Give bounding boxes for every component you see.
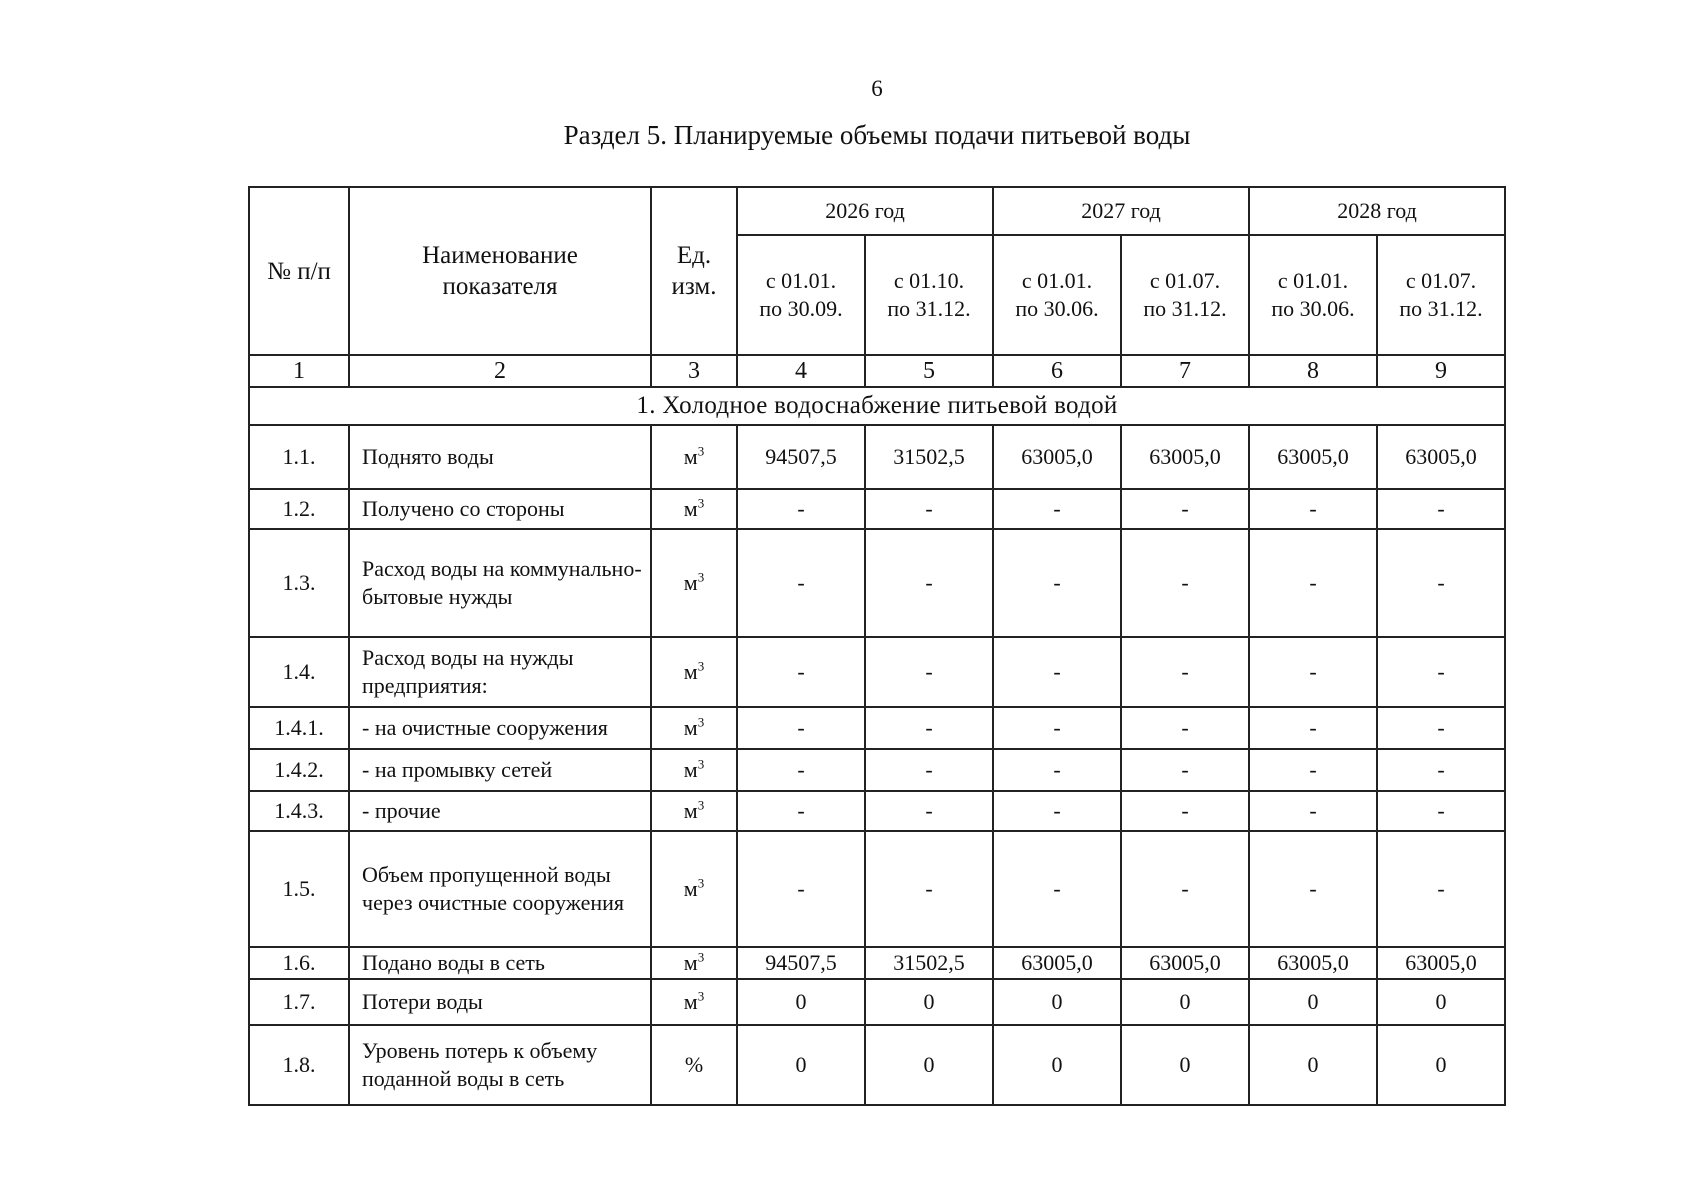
row-number: 1.2. <box>249 489 349 529</box>
value-cell: - <box>993 637 1121 707</box>
value-cell: - <box>1249 791 1377 831</box>
value-cell: - <box>737 791 865 831</box>
value-cell: - <box>1249 529 1377 637</box>
header-period-6: с 01.07. по 31.12. <box>1377 235 1505 355</box>
indicator-name: Расход воды на коммунально-бытовые нужды <box>349 529 651 637</box>
unit-exponent: 3 <box>697 988 705 1004</box>
row-number: 1.4.1. <box>249 707 349 749</box>
unit-label: м <box>683 757 698 782</box>
indicator-name: Уровень потерь к объему поданной воды в сеть <box>349 1025 651 1105</box>
unit-cell <box>651 489 737 529</box>
header-indicator-name: Наименование показателя <box>349 187 651 355</box>
unit-cell <box>651 1025 737 1105</box>
value-cell: - <box>865 489 993 529</box>
header-period-1: с 01.01. по 30.09. <box>737 235 865 355</box>
value-cell: - <box>1249 637 1377 707</box>
value-cell: - <box>737 831 865 947</box>
value-cell: 63005,0 <box>1121 425 1249 489</box>
value-cell: - <box>865 707 993 749</box>
column-number: 7 <box>1121 355 1249 387</box>
value-cell: 0 <box>1377 979 1505 1025</box>
header-number: № п/п <box>249 187 349 355</box>
value-cell: - <box>737 529 865 637</box>
column-number: 1 <box>249 355 349 387</box>
unit-cell <box>651 637 737 707</box>
value-cell: - <box>1249 749 1377 791</box>
unit-exponent: 3 <box>697 714 705 730</box>
value-cell: - <box>865 749 993 791</box>
indicator-name: - прочие <box>349 791 651 831</box>
column-number: 8 <box>1249 355 1377 387</box>
column-number: 6 <box>993 355 1121 387</box>
value-cell: 0 <box>1249 1025 1377 1105</box>
header-year-2028: 2028 год <box>1249 187 1505 235</box>
table-row <box>249 489 1505 529</box>
value-cell: - <box>865 831 993 947</box>
value-cell: 94507,5 <box>737 947 865 979</box>
unit-cell <box>651 749 737 791</box>
row-number: 1.7. <box>249 979 349 1025</box>
value-cell: - <box>993 707 1121 749</box>
value-cell: 94507,5 <box>737 425 865 489</box>
indicator-name: Получено со стороны <box>349 489 651 529</box>
value-cell: - <box>1377 529 1505 637</box>
table-row <box>249 707 1505 749</box>
value-cell: 63005,0 <box>1249 425 1377 489</box>
value-cell: - <box>1121 707 1249 749</box>
value-cell: 0 <box>1121 979 1249 1025</box>
table-header <box>249 187 1505 387</box>
value-cell: - <box>737 707 865 749</box>
value-cell: 63005,0 <box>1377 947 1505 979</box>
unit-cell <box>651 529 737 637</box>
value-cell: - <box>1249 707 1377 749</box>
unit-exponent: 3 <box>697 875 705 891</box>
row-number: 1.6. <box>249 947 349 979</box>
value-cell: - <box>1377 637 1505 707</box>
row-number: 1.1. <box>249 425 349 489</box>
value-cell: - <box>993 529 1121 637</box>
table-row <box>249 979 1505 1025</box>
indicator-name: Подано воды в сеть <box>349 947 651 979</box>
value-cell: - <box>1249 831 1377 947</box>
unit-label: м <box>683 570 698 595</box>
unit-exponent: 3 <box>697 756 705 772</box>
unit-label: % <box>684 1052 704 1077</box>
page-number: 6 <box>871 76 883 101</box>
unit-cell <box>651 791 737 831</box>
indicator-name: Расход воды на нужды предприятия: <box>349 637 651 707</box>
header-period-2: с 01.10. по 31.12. <box>865 235 993 355</box>
table-row <box>249 1025 1505 1105</box>
value-cell: - <box>993 749 1121 791</box>
unit-label: м <box>683 950 698 975</box>
table-row <box>249 425 1505 489</box>
table-row <box>249 637 1505 707</box>
unit-cell <box>651 831 737 947</box>
indicator-name: - на промывку сетей <box>349 749 651 791</box>
value-cell: 31502,5 <box>865 947 993 979</box>
row-number: 1.8. <box>249 1025 349 1105</box>
header-period-5: с 01.01. по 30.06. <box>1249 235 1377 355</box>
value-cell: 63005,0 <box>1121 947 1249 979</box>
value-cell: - <box>1121 489 1249 529</box>
unit-exponent: 3 <box>697 658 705 674</box>
indicator-name: Поднято воды <box>349 425 651 489</box>
row-number: 1.4.2. <box>249 749 349 791</box>
value-cell: - <box>1377 489 1505 529</box>
column-number: 5 <box>865 355 993 387</box>
value-cell: 0 <box>737 1025 865 1105</box>
indicator-name: - на очистные сооружения <box>349 707 651 749</box>
value-cell: 0 <box>737 979 865 1025</box>
unit-exponent: 3 <box>697 949 705 965</box>
column-number: 2 <box>349 355 651 387</box>
row-number: 1.4.3. <box>249 791 349 831</box>
value-cell: 0 <box>993 979 1121 1025</box>
value-cell: - <box>1121 791 1249 831</box>
indicator-name: Объем пропущенной воды через очистные сооружения <box>349 831 651 947</box>
unit-exponent: 3 <box>697 797 705 813</box>
unit-label: м <box>683 876 698 901</box>
value-cell: 0 <box>865 1025 993 1105</box>
table-row <box>249 749 1505 791</box>
value-cell: - <box>993 791 1121 831</box>
value-cell: 63005,0 <box>1377 425 1505 489</box>
value-cell: - <box>737 637 865 707</box>
unit-label: м <box>683 496 698 521</box>
unit-label: м <box>683 715 698 740</box>
row-number: 1.5. <box>249 831 349 947</box>
unit-label: м <box>683 444 698 469</box>
header-period-3: с 01.01. по 30.06. <box>993 235 1121 355</box>
unit-cell <box>651 425 737 489</box>
value-cell: - <box>1121 831 1249 947</box>
table-body <box>249 387 1505 1105</box>
unit-label: м <box>683 659 698 684</box>
table-row <box>249 791 1505 831</box>
section-row <box>249 387 1505 425</box>
value-cell: - <box>1377 791 1505 831</box>
unit-cell <box>651 707 737 749</box>
water-supply-table <box>248 186 1506 1106</box>
unit-cell <box>651 979 737 1025</box>
value-cell: - <box>865 791 993 831</box>
column-number: 3 <box>651 355 737 387</box>
unit-cell <box>651 947 737 979</box>
row-number: 1.3. <box>249 529 349 637</box>
value-cell: 31502,5 <box>865 425 993 489</box>
value-cell: 0 <box>865 979 993 1025</box>
value-cell: 0 <box>993 1025 1121 1105</box>
value-cell: - <box>737 749 865 791</box>
value-cell: - <box>1121 749 1249 791</box>
header-unit: Ед. изм. <box>651 187 737 355</box>
column-number: 9 <box>1377 355 1505 387</box>
unit-exponent: 3 <box>697 495 705 511</box>
header-period-4: с 01.07. по 31.12. <box>1121 235 1249 355</box>
value-cell: 63005,0 <box>993 425 1121 489</box>
value-cell: - <box>865 637 993 707</box>
value-cell: - <box>1377 749 1505 791</box>
section-title: 1. Холодное водоснабжение питьевой водой <box>249 387 1505 425</box>
value-cell: - <box>1377 831 1505 947</box>
value-cell: - <box>1121 529 1249 637</box>
value-cell: 63005,0 <box>993 947 1121 979</box>
header-year-2027: 2027 год <box>993 187 1249 235</box>
table-row <box>249 947 1505 979</box>
header-year-2026: 2026 год <box>737 187 993 235</box>
value-cell: - <box>1249 489 1377 529</box>
row-number: 1.4. <box>249 637 349 707</box>
table-row <box>249 831 1505 947</box>
value-cell: - <box>993 489 1121 529</box>
unit-exponent: 3 <box>697 569 705 585</box>
indicator-name: Потери воды <box>349 979 651 1025</box>
unit-exponent: 3 <box>697 443 705 459</box>
value-cell: - <box>993 831 1121 947</box>
unit-label: м <box>683 989 698 1014</box>
value-cell: 0 <box>1121 1025 1249 1105</box>
value-cell: 0 <box>1377 1025 1505 1105</box>
value-cell: 0 <box>1249 979 1377 1025</box>
value-cell: - <box>865 529 993 637</box>
value-cell: - <box>1121 637 1249 707</box>
document-sheet <box>248 186 1506 1106</box>
page-title: Раздел 5. Планируемые объемы подачи питьевой воды <box>563 120 1191 150</box>
table-row <box>249 529 1505 637</box>
column-numbers-row <box>249 355 1505 387</box>
column-number: 4 <box>737 355 865 387</box>
value-cell: 63005,0 <box>1249 947 1377 979</box>
unit-label: м <box>683 798 698 823</box>
value-cell: - <box>1377 707 1505 749</box>
value-cell: - <box>737 489 865 529</box>
